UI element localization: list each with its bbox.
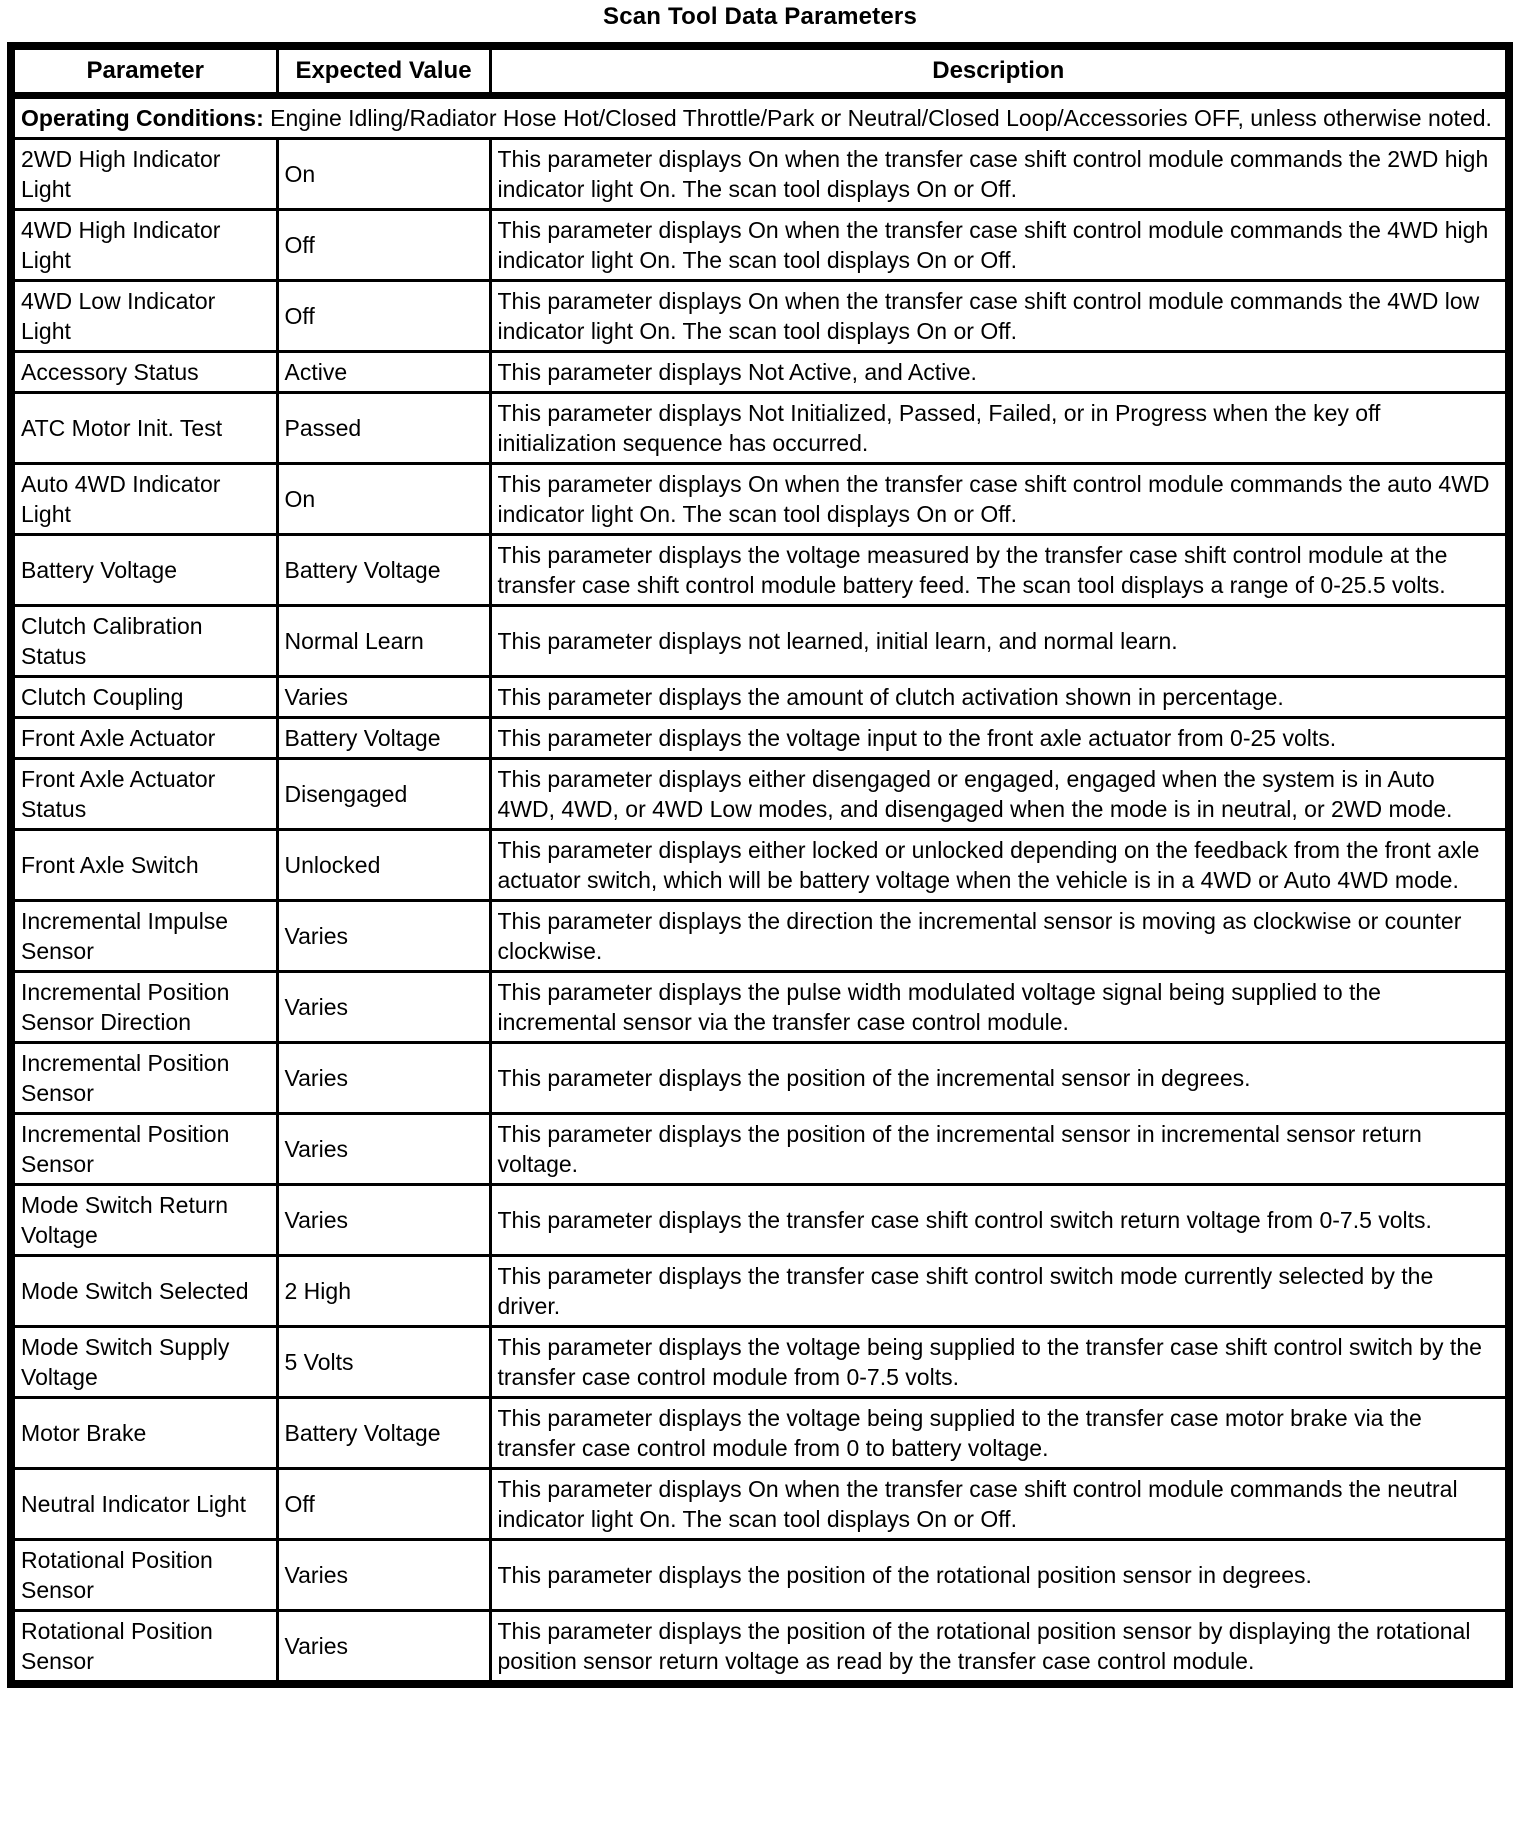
table-row [11,677,1509,718]
expected-value-cell: Varies [277,1043,490,1114]
expected-value-cell: 5 Volts [277,1327,490,1398]
expected-value-cell: Varies [277,1540,490,1611]
parameter-cell: Front Axle Actuator [11,718,277,759]
description-cell: This parameter displays the transfer case shift control switch mode currently selected by the driver. [490,1256,1509,1327]
description-cell: This parameter displays either locked or unlocked depending on the feedback from the front axle actuator switch, which will be battery voltage when the vehicle is in a 4WD or Auto 4WD mode. [490,830,1509,901]
description-cell: This parameter displays the direction the incremental sensor is moving as clockwise or counter clockwise. [490,901,1509,972]
column-header-description: Description [490,46,1509,96]
parameter-cell: Clutch Calibration Status [11,606,277,677]
table-row [11,281,1509,352]
expected-value-cell: Varies [277,677,490,718]
description-cell: This parameter displays the voltage measured by the transfer case shift control module at the transfer case shift control module battery feed. The scan tool displays a range of 0-25.5 volts. [490,535,1509,606]
table-row [11,901,1509,972]
expected-value-cell: Varies [277,1185,490,1256]
operating-conditions-row [11,96,1509,139]
parameter-cell: 4WD Low Indicator Light [11,281,277,352]
parameter-cell: Auto 4WD Indicator Light [11,464,277,535]
parameter-cell: Incremental Position Sensor Direction [11,972,277,1043]
description-cell: This parameter displays the position of the rotational position sensor in degrees. [490,1540,1509,1611]
expected-value-cell: Disengaged [277,759,490,830]
column-header-parameter: Parameter [11,46,277,96]
description-cell: This parameter displays On when the transfer case shift control module commands the auto 4WD indicator light On. The scan tool displays On or Off. [490,464,1509,535]
expected-value-cell: Battery Voltage [277,1398,490,1469]
expected-value-cell: Active [277,352,490,393]
parameter-cell: Battery Voltage [11,535,277,606]
description-cell: This parameter displays the voltage being supplied to the transfer case motor brake via the transfer case control module from 0 to battery voltage. [490,1398,1509,1469]
description-cell: This parameter displays the voltage input to the front axle actuator from 0-25 volts. [490,718,1509,759]
parameter-cell: Motor Brake [11,1398,277,1469]
table-row [11,464,1509,535]
description-cell: This parameter displays the position of the incremental sensor in degrees. [490,1043,1509,1114]
expected-value-cell: Unlocked [277,830,490,901]
description-cell: This parameter displays the position of the rotational position sensor by displaying the rotational position sensor return voltage as read by the transfer case control module. [490,1611,1509,1685]
table-row [11,1398,1509,1469]
table-row [11,1327,1509,1398]
parameter-cell: Rotational Position Sensor [11,1611,277,1685]
expected-value-cell: On [277,464,490,535]
table-row [11,972,1509,1043]
table-row [11,535,1509,606]
table-row [11,830,1509,901]
table-row [11,759,1509,830]
table-row [11,1114,1509,1185]
table-row [11,1469,1509,1540]
parameter-cell: Accessory Status [11,352,277,393]
table-row [11,1540,1509,1611]
table-body [11,139,1509,1685]
table-row [11,718,1509,759]
parameter-cell: Clutch Coupling [11,677,277,718]
table-row [11,139,1509,210]
parameter-cell: ATC Motor Init. Test [11,393,277,464]
expected-value-cell: Off [277,1469,490,1540]
expected-value-cell: Off [277,281,490,352]
table-row [11,352,1509,393]
description-cell: This parameter displays the voltage being supplied to the transfer case shift control switch by the transfer case control module from 0-7.5 volts. [490,1327,1509,1398]
table-header [11,46,1509,96]
parameter-cell: 4WD High Indicator Light [11,210,277,281]
page-title: Scan Tool Data Parameters [602,3,917,30]
description-cell: This parameter displays either disengaged or engaged, engaged when the system is in Auto 4WD, 4WD, or 4WD Low modes, and disengaged when the mode is in neutral, or 2WD mode. [490,759,1509,830]
parameter-cell: Incremental Position Sensor [11,1114,277,1185]
description-cell: This parameter displays On when the transfer case shift control module commands the 4WD low indicator light On. The scan tool displays On or Off. [490,281,1509,352]
description-cell: This parameter displays On when the transfer case shift control module commands the neutral indicator light On. The scan tool displays On or Off. [490,1469,1509,1540]
parameter-cell: Front Axle Actuator Status [11,759,277,830]
description-cell: This parameter displays the position of the incremental sensor in incremental sensor return voltage. [490,1114,1509,1185]
parameter-cell: Mode Switch Selected [11,1256,277,1327]
table-row [11,1256,1509,1327]
operating-conditions-label: Operating Conditions: [21,105,264,131]
parameter-cell: Mode Switch Return Voltage [11,1185,277,1256]
expected-value-cell: Battery Voltage [277,535,490,606]
parameter-cell: Neutral Indicator Light [11,1469,277,1540]
expected-value-cell: 2 High [277,1256,490,1327]
expected-value-cell: Varies [277,901,490,972]
expected-value-cell: Varies [277,1114,490,1185]
table-row [11,1185,1509,1256]
scan-tool-data-table [7,42,1513,1688]
expected-value-cell: Varies [277,1611,490,1685]
expected-value-cell: On [277,139,490,210]
expected-value-cell: Passed [277,393,490,464]
parameter-cell: 2WD High Indicator Light [11,139,277,210]
table-row [11,1043,1509,1114]
parameter-cell: Incremental Position Sensor [11,1043,277,1114]
description-cell: This parameter displays the transfer case shift control switch return voltage from 0-7.5 volts. [490,1185,1509,1256]
table-row [11,1611,1509,1685]
parameter-cell: Rotational Position Sensor [11,1540,277,1611]
description-cell: This parameter displays On when the transfer case shift control module commands the 4WD high indicator light On. The scan tool displays On or Off. [490,210,1509,281]
description-cell: This parameter displays not learned, initial learn, and normal learn. [490,606,1509,677]
expected-value-cell: Normal Learn [277,606,490,677]
expected-value-cell: Battery Voltage [277,718,490,759]
parameter-cell: Mode Switch Supply Voltage [11,1327,277,1398]
table-row [11,393,1509,464]
operating-conditions-text: Engine Idling/Radiator Hose Hot/Closed Throttle/Park or Neutral/Closed Loop/Accessories OFF, unless otherwise noted. [263,105,1492,131]
operating-conditions-cell [11,96,1509,139]
parameter-cell: Incremental Impulse Sensor [11,901,277,972]
description-cell: This parameter displays Not Initialized, Passed, Failed, or in Progress when the key off initialization sequence has occurred. [490,393,1509,464]
description-cell: This parameter displays the amount of clutch activation shown in percentage. [490,677,1509,718]
description-cell: This parameter displays On when the transfer case shift control module commands the 2WD high indicator light On. The scan tool displays On or Off. [490,139,1509,210]
table-row [11,210,1509,281]
description-cell: This parameter displays the pulse width modulated voltage signal being supplied to the incremental sensor via the transfer case control module. [490,972,1509,1043]
column-header-expected-value: Expected Value [277,46,490,96]
header-row [11,46,1509,96]
table-row [11,606,1509,677]
expected-value-cell: Off [277,210,490,281]
description-cell: This parameter displays Not Active, and Active. [490,352,1509,393]
parameter-cell: Front Axle Switch [11,830,277,901]
expected-value-cell: Varies [277,972,490,1043]
